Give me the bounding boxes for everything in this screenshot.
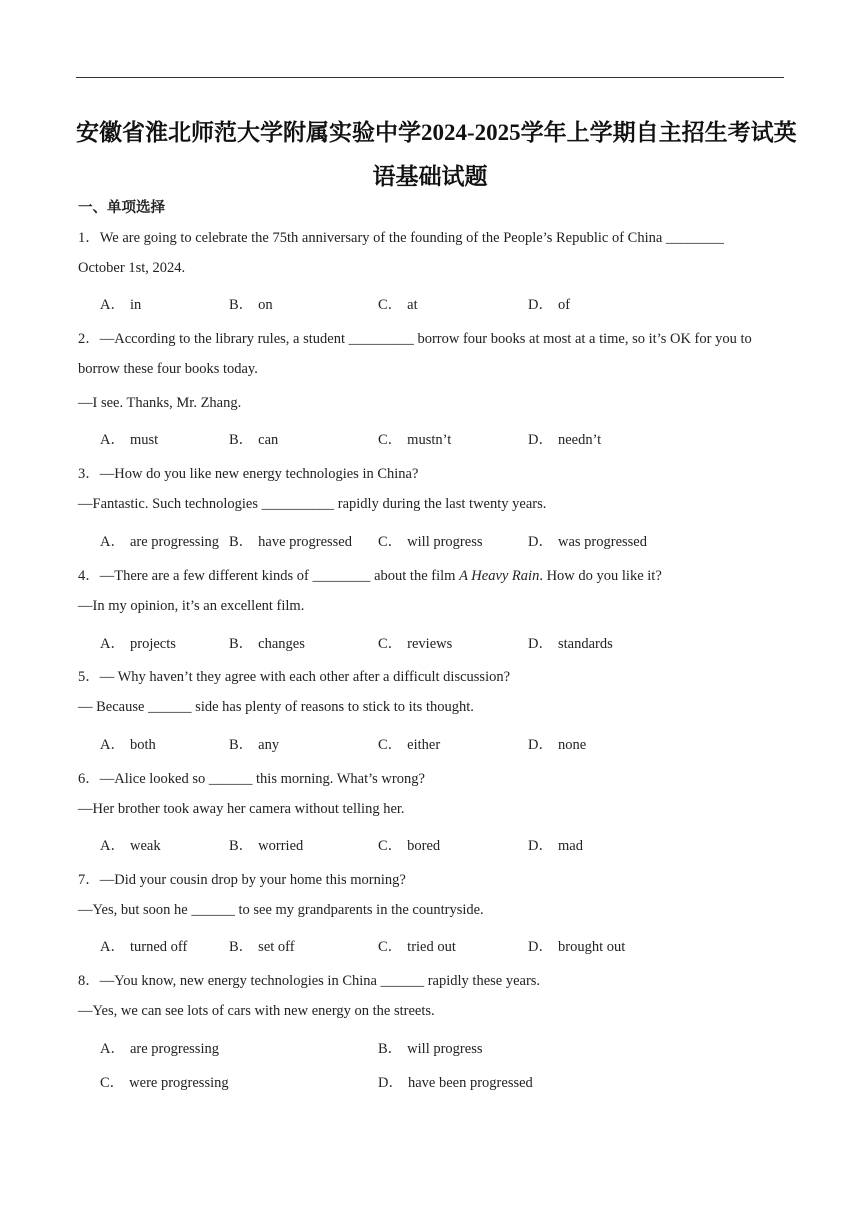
q4-option-b: B． changes [229,636,305,652]
q7-option-a: A． turned off [100,939,188,955]
q2-option-c: C． mustn’t [378,432,452,448]
q1-option-d: D． of [528,297,571,313]
q3-option-b: B． have progressed [229,534,352,550]
q6-option-c: C． bored [378,838,441,854]
q5-option-c: C． either [378,737,441,753]
q4-option-a: A． projects [100,636,176,652]
question-4-reply: —In my opinion, it’s an excellent film. [78,598,305,614]
question-7-reply: —Yes, but soon he ______ to see my grandparents in the countryside. [78,902,484,918]
q3-option-a: A． are progressing [100,534,219,550]
question-1-stem-cont: October 1st, 2024. [78,260,186,276]
q6-option-b: B． worried [229,838,304,854]
q8-option-a: A． are progressing [100,1041,219,1057]
question-5-stem: 5．— Why haven’t they agree with each other after a difficult discussion? [78,669,511,685]
q2-option-d: D． needn’t [528,432,602,448]
q8-option-c: C． were progressing [100,1075,229,1091]
q6-option-a: A． weak [100,838,161,854]
q4-option-d: D． standards [528,636,613,652]
q3-option-d: D． was progressed [528,534,647,550]
question-3-stem: 3．—How do you like new energy technologies in China? [78,466,419,482]
q7-option-c: C． tried out [378,939,456,955]
question-2-stem-cont: borrow these four books today. [78,361,258,377]
page-title-line2: 语基础试题 [372,164,488,189]
page-title-line1: 安徽省淮北师范大学附属实验中学2024-2025学年上学期自主招生考试英 [76,120,797,145]
q3-option-c: C． will progress [378,534,483,550]
q5-option-a: A． both [100,737,156,753]
q7-option-d: D． brought out [528,939,626,955]
q8-option-b: B． will progress [378,1041,483,1057]
film-title: A Heavy Rain [459,568,540,584]
q1-option-c: C． at [378,297,418,313]
question-2-stem: 2．—According to the library rules, a student _________ borrow four books at most at a time, so it’s OK for you to [78,331,752,347]
q2-option-a: A． must [100,432,159,448]
question-6-reply: —Her brother took away her camera without telling her. [78,801,405,817]
q5-option-d: D． none [528,737,587,753]
q7-option-b: B． set off [229,939,295,955]
q6-option-d: D． mad [528,838,583,854]
question-8-reply: —Yes, we can see lots of cars with new energy on the streets. [78,1003,435,1019]
question-3-reply: —Fantastic. Such technologies __________ rapidly during the last twenty years. [78,496,547,512]
question-6-stem: 6．—Alice looked so ______ this morning. What’s wrong? [78,771,425,787]
q1-option-a: A． in [100,297,142,313]
question-4-stem: 4．—There are a few different kinds of ________ about the film A Heavy Rain. How do you like it? [78,568,662,584]
question-5-reply: — Because ______ side has plenty of reasons to stick to its thought. [78,699,474,715]
question-2-reply: —I see. Thanks, Mr. Zhang. [78,395,242,411]
header-rule [76,77,784,78]
q8-option-d: D． have been progressed [378,1075,533,1091]
q1-option-b: B． on [229,297,273,313]
q5-option-b: B． any [229,737,280,753]
section-heading: 一、单项选择 [78,200,165,216]
question-7-stem: 7．—Did your cousin drop by your home this morning? [78,872,406,888]
q2-option-b: B． can [229,432,279,448]
question-1-stem: 1．We are going to celebrate the 75th anniversary of the founding of the People’s Republic of China ________ [78,230,724,246]
q4-option-c: C． reviews [378,636,453,652]
question-8-stem: 8．—You know, new energy technologies in China ______ rapidly these years. [78,973,541,989]
